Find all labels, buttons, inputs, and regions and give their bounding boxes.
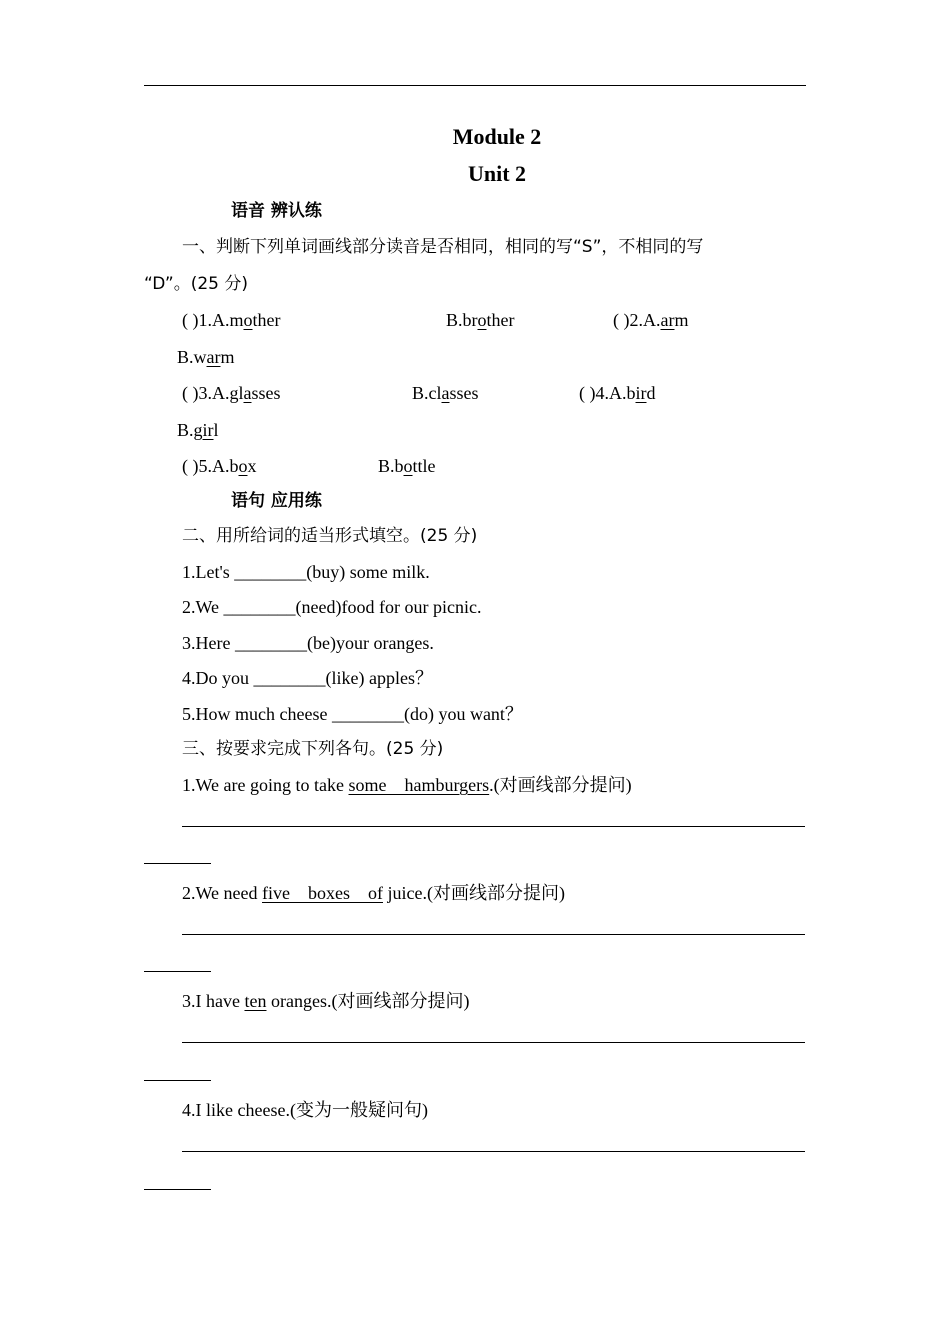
answer-line-1[interactable] (182, 826, 805, 827)
answer-line-2-cont[interactable] (144, 971, 211, 972)
phonics-subtitle: 语音 辨认练 (231, 201, 322, 221)
q3-a-underlined: a (243, 383, 252, 403)
q4-b-underlined: ir (202, 420, 214, 440)
phonics-q4-option-b (177, 419, 219, 441)
q1-b-rest: ther (486, 310, 515, 330)
q3-b-rest: sses (449, 383, 479, 403)
rewrite-1-underlined: some hamburgers (348, 775, 490, 795)
q1-a-rest: ther (252, 310, 281, 330)
phonics-q5-option-a (182, 455, 257, 477)
module-title: Module 2 (452, 124, 542, 149)
rewrite-3-underlined: ten (244, 991, 267, 1011)
q5-a-rest: x (247, 456, 257, 476)
sentence-subtitle: 语句 应用练 (231, 491, 322, 511)
rewrite-item-1 (182, 774, 632, 796)
q1-b-underlined: o (477, 310, 487, 330)
rewrite-item-4: 4.I like cheese.(变为一般疑问句) (182, 1100, 428, 1120)
part1-heading (182, 236, 703, 258)
phonics-q4-option-a (579, 382, 656, 404)
q3-b-underlined: a (441, 383, 450, 403)
rewrite-3-post: oranges.(对画线部分提问) (266, 991, 470, 1011)
fill-item-5: 5.How much cheese ________(do) you want？ (182, 704, 523, 724)
rewrite-1-pre: 1.We are going to take (182, 775, 349, 795)
answer-line-4-cont[interactable] (144, 1189, 211, 1190)
part2-heading: 二、用所给词的适当形式填空。(25 分) (182, 526, 478, 546)
q1-b-pre: B.br (446, 310, 478, 330)
q5-b-rest: ttle (412, 456, 436, 476)
q4-b-pre: B.g (177, 420, 203, 440)
unit-title: Unit 2 (467, 161, 527, 186)
q5-a-underlined: o (238, 456, 248, 476)
rewrite-3-pre: 3.I have (182, 991, 245, 1011)
answer-line-3[interactable] (182, 1042, 805, 1043)
phonics-q2-option-b (177, 346, 235, 368)
q1-a-underlined: o (243, 310, 253, 330)
fill-item-3: 3.Here ________(be)your oranges. (182, 633, 434, 653)
rewrite-2-post: juice.(对画线部分提问) (383, 883, 565, 903)
q5-b-pre: B.b (378, 456, 404, 476)
fill-item-4: 4.Do you ________(like) apples？ (182, 668, 433, 688)
q2-paren: ( )2.A. (613, 310, 661, 330)
q3-paren: ( )3.A.gl (182, 383, 244, 403)
phonics-q1-option-b (446, 309, 514, 331)
q2-a-underlined: ar (660, 310, 675, 330)
answer-line-1-cont[interactable] (144, 863, 211, 864)
q4-a-rest: d (646, 383, 656, 403)
q4-b-rest: l (213, 420, 219, 440)
phonics-q2-option-a (613, 309, 689, 331)
rewrite-1-post: .(对画线部分提问) (489, 775, 632, 795)
answer-line-4[interactable] (182, 1151, 805, 1152)
rewrite-item-3 (182, 990, 469, 1012)
q2-b-rest: m (220, 347, 235, 367)
q4-a-underlined: ir (635, 383, 647, 403)
phonics-q5-option-b (378, 455, 436, 477)
top-rule (144, 85, 806, 86)
part1-heading-cont: “D”。(25 分) (144, 274, 249, 294)
fill-item-1: 1.Let's ________(buy) some milk. (182, 562, 430, 582)
q5-b-underlined: o (403, 456, 413, 476)
q4-paren: ( )4.A.b (579, 383, 636, 403)
part1-heading-text: 一、判断下列单词画线部分读音是否相同，相同的写“S”，不相同的写 (182, 237, 704, 257)
part3-heading: 三、按要求完成下列各句。(25 分) (182, 739, 444, 759)
phonics-q3-option-b (412, 382, 479, 404)
phonics-q3-option-a (182, 382, 281, 404)
q2-b-underlined: ar (206, 347, 221, 367)
rewrite-2-pre: 2.We need (182, 883, 263, 903)
q5-paren: ( )5.A.b (182, 456, 239, 476)
answer-line-3-cont[interactable] (144, 1080, 211, 1081)
q3-a-rest: sses (251, 383, 281, 403)
fill-item-2: 2.We ________(need)food for our picnic. (182, 597, 482, 617)
rewrite-2-underlined: five boxes of (262, 883, 383, 903)
q3-b-pre: B.cl (412, 383, 442, 403)
answer-line-2[interactable] (182, 934, 805, 935)
q2-a-rest: m (674, 310, 689, 330)
phonics-q1-option-a (182, 309, 280, 331)
rewrite-item-2 (182, 882, 565, 904)
q2-b-pre: B.w (177, 347, 207, 367)
q1-paren: ( )1.A.m (182, 310, 244, 330)
